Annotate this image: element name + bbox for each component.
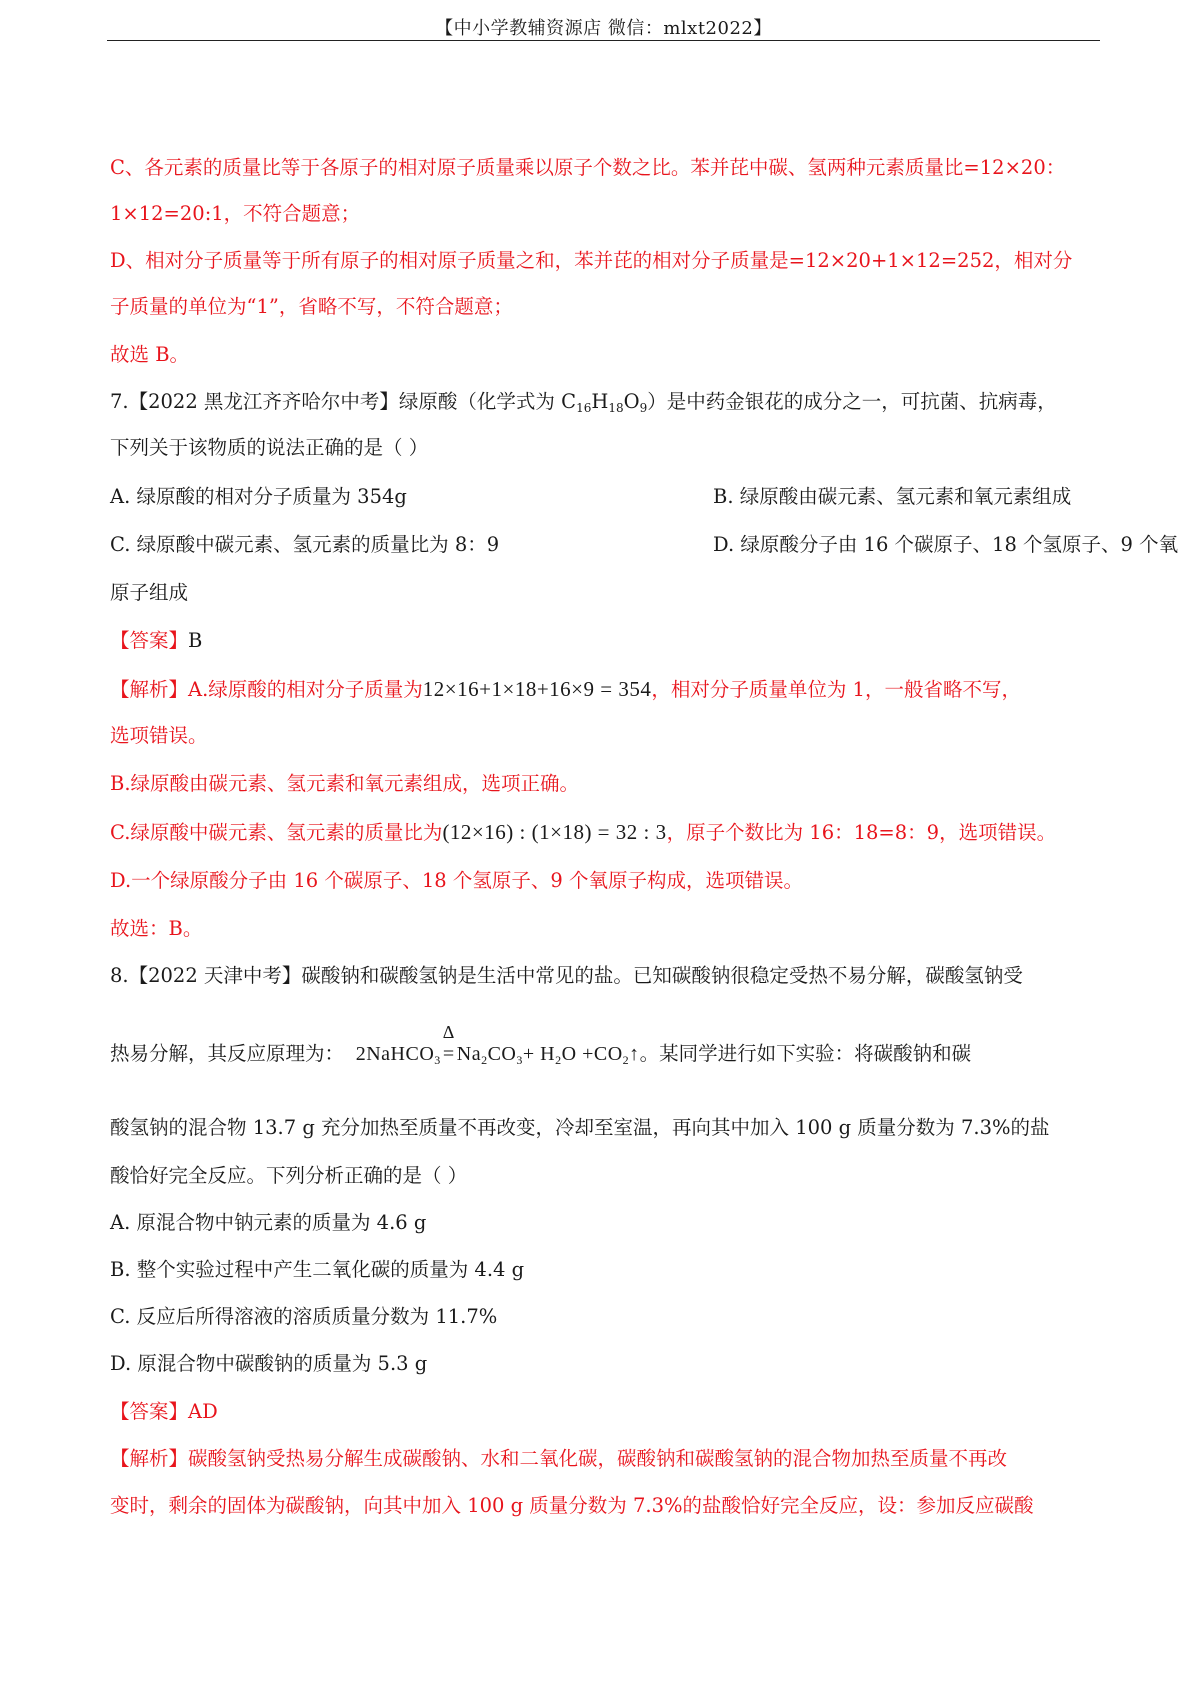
q7-option-b: B. 绿原酸由碳元素、氢元素和氧元素组成 <box>713 485 1072 508</box>
question-7-options-row-2 <box>110 531 1179 559</box>
q7-option-a: A. 绿原酸的相对分子质量为 354g <box>110 485 407 508</box>
c-explanation-line-1: C、各元素的质量比等于各原子的相对原子质量乘以原子个数之比。苯并芘中碳、氢两种元素质量比=12×20： <box>110 156 1066 179</box>
gas-arrow-icon: ↑ <box>629 1043 640 1065</box>
q7-analysis-b: B.绿原酸由碳元素、氢元素和氧元素组成，选项正确。 <box>110 772 580 795</box>
question-7-options-row-1 <box>110 483 1100 511</box>
decomposition-equation: 2NaHCO$_3$ Δ = $Na_2CO_3+ H_2O$ $+CO_2↑$ <box>355 1022 640 1067</box>
q7-option-d-continued: 原子组成 <box>110 581 189 604</box>
q7-mass-formula: 12×16+1×18+16×9 = 354 <box>422 677 652 701</box>
d-explanation-line-2: 子质量的单位为“1”，省略不写，不符合题意； <box>110 295 513 318</box>
q7-option-c: C. 绿原酸中碳元素、氢元素的质量比为 8：9 <box>110 533 500 556</box>
question-7-stem-line-1: 7.【2022 黑龙江齐齐哈尔中考】绿原酸（化学式为 $C_{16}H_{18}O_9$）是中药金银花的成分之一，可抗菌、抗病毒， <box>110 390 1057 415</box>
q7-analysis-c: C.绿原酸中碳元素、氢元素的质量比为(12×16) : (1×18) = 32 : 3，原子个数比为 16：18=8：9，选项错误。 <box>110 820 1057 844</box>
q8-analysis-line-1: 【解析】碳酸氢钠受热易分解生成碳酸钠、水和二氧化碳，碳酸钠和碳酸氢钠的混合物加热至质量不再改 <box>110 1447 1008 1470</box>
question-8-stem-line-3: 酸氢钠的混合物 13.7 g 充分加热至质量不再改变，冷却至室温，再向其中加入 100 g 质量分数为 7.3%的盐 <box>110 1116 1050 1139</box>
page-header: 【中小学教辅资源店 微信：mlxt2022】 <box>435 18 772 39</box>
q8-option-d: D. 原混合物中碳酸钠的质量为 5.3 g <box>110 1352 428 1375</box>
d-explanation-line-1: D、相对分子质量等于所有原子的相对原子质量之和，苯并芘的相对分子质量是=12×20+1×12=252，相对分 <box>110 249 1073 272</box>
header-divider <box>107 40 1100 41</box>
q7-analysis-a-line-2: 选项错误。 <box>110 724 208 747</box>
question-8-stem-line-2: 热易分解，其反应原理为： 2NaHCO$_3$ Δ = $Na_2CO_3+ H_2O$ $+CO_2↑$。某同学进行如下实验：将碳酸钠和碳 <box>110 1022 972 1067</box>
q8-option-c: C. 反应后所得溶液的溶质质量分数为 11.7% <box>110 1305 498 1328</box>
heat-condition: Δ = <box>442 1022 455 1065</box>
q7-option-d: D. 绿原酸分子由 16 个碳原子、18 个氢原子、9 个氧 <box>713 533 1179 556</box>
q8-option-a: A. 原混合物中钠元素的质量为 4.6 g <box>110 1211 427 1234</box>
question-8-stem-line-1: 8.【2022 天津中考】碳酸钠和碳酸氢钠是生活中常见的盐。已知碳酸钠很稳定受热不易分解，碳酸氢钠受 <box>110 964 1023 987</box>
question-8-stem-line-4: 酸恰好完全反应。下列分析正确的是（ ） <box>110 1164 468 1187</box>
q7-analysis-a-line-1: 【解析】A.绿原酸的相对分子质量为12×16+1×18+16×9 = 354，相对分子质量单位为 1，一般省略不写， <box>110 677 1021 701</box>
c-explanation-line-2: 1×12=20:1，不符合题意； <box>110 202 361 225</box>
choose-b-conclusion: 故选 B。 <box>110 343 190 366</box>
q7-analysis-d: D.一个绿原酸分子由 16 个碳原子、18 个氢原子、9 个氧原子构成，选项错误。 <box>110 869 803 892</box>
q8-analysis-line-2: 变时，剩余的固体为碳酸钠，向其中加入 100 g 质量分数为 7.3%的盐酸恰好完全反应，设：参加反应碳酸 <box>110 1494 1034 1517</box>
q8-option-b: B. 整个实验过程中产生二氧化碳的质量为 4.4 g <box>110 1258 525 1281</box>
q7-choose-conclusion: 故选：B。 <box>110 917 203 940</box>
q7-ratio-formula: (12×16) : (1×18) = 32 : 3 <box>442 820 667 844</box>
question-7-stem-line-2: 下列关于该物质的说法正确的是（ ） <box>110 436 429 459</box>
q8-answer: 【答案】AD <box>110 1400 218 1423</box>
q7-answer: 【答案】B <box>110 629 203 652</box>
